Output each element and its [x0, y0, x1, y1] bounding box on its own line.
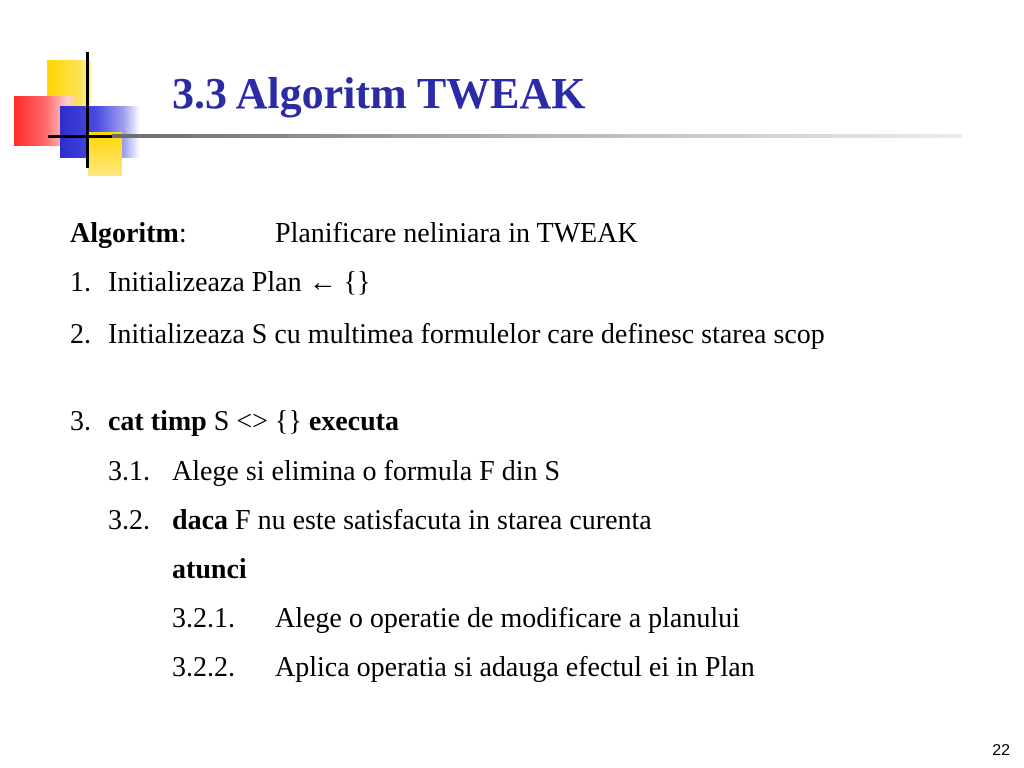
decor-yellow-bar — [88, 132, 122, 176]
step-1-number: 1. — [70, 267, 91, 298]
step-3-condition: S <> {} — [206, 406, 309, 437]
step-2-text: Initializeaza S cu multimea formulelor care definesc starea scop — [108, 319, 825, 350]
algorithm-description: Planificare neliniara in TWEAK — [275, 218, 638, 249]
step-3-2-1-text: Alege o operatie de modificare a planului — [275, 603, 740, 634]
keyword-daca: daca — [172, 505, 228, 536]
step-3-2-2-text: Aplica operatia si adauga efectul ei in Plan — [275, 652, 755, 683]
step-2-number: 2. — [70, 319, 91, 350]
step-3-line — [108, 405, 399, 439]
step-3-2-number: 3.2. — [108, 505, 150, 536]
page-number: 22 — [992, 742, 1010, 759]
decor-vertical-line — [86, 52, 89, 168]
step-3-2-line — [172, 504, 652, 538]
slide-title: 3.3 Algoritm TWEAK — [172, 69, 586, 118]
keyword-atunci: atunci — [172, 554, 247, 585]
step-3-1-text: Alege si elimina o formula F din S — [172, 456, 561, 487]
step-3-2-1-number: 3.2.1. — [172, 603, 235, 634]
decor-horizontal-line — [48, 135, 118, 138]
algorithm-colon: : — [178, 218, 187, 249]
step-3-2-2-number: 3.2.2. — [172, 652, 235, 683]
title-underline — [112, 134, 962, 138]
algorithm-label-line — [70, 217, 187, 251]
step-3-2-text: F nu este satisfacuta in starea curenta — [228, 505, 652, 536]
step-1-text: Initializeaza Plan ← {} — [108, 267, 371, 298]
algorithm-label: Algoritm — [70, 218, 179, 249]
keyword-executa: executa — [308, 406, 399, 437]
step-3-1-number: 3.1. — [108, 456, 150, 487]
keyword-cat-timp: cat timp — [108, 406, 207, 437]
step-3-number: 3. — [70, 406, 91, 437]
